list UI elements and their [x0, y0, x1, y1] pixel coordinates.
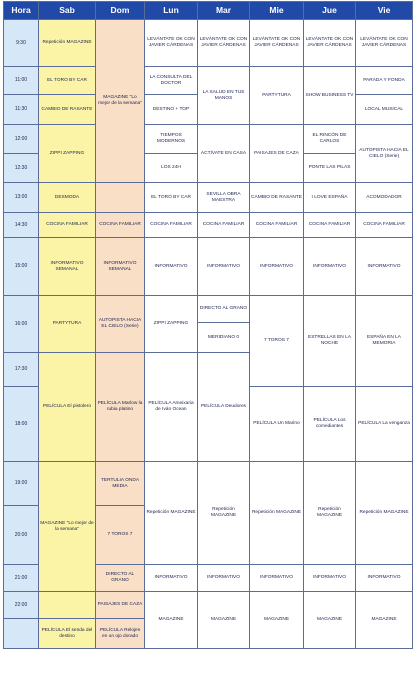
program-cell: LOCAL MUSICAL [356, 95, 413, 125]
program-cell: PELÍCULA El senda del destino [39, 619, 96, 649]
table-row [4, 592, 413, 619]
program-cell: DIRECTO AL GRANO [198, 296, 250, 323]
program-cell: PARTYTURA [39, 296, 96, 353]
program-cell: INFORMATIVO [198, 565, 250, 592]
program-cell: MAGAZINE [250, 592, 304, 649]
hour-cell: 22:00 [4, 592, 39, 619]
program-cell: PELÍCULA Relojes en un ojo dorado [96, 619, 145, 649]
header-mar: Mar [198, 2, 250, 20]
program-cell: Repetición MAGAZINE [145, 462, 198, 565]
program-cell: INFORMATIVO [304, 565, 356, 592]
program-cell: COCINA FAMILIAR [304, 213, 356, 238]
schedule-table [3, 1, 413, 649]
program-cell: CAMBIO DE RASANTE [250, 183, 304, 213]
table-row [4, 67, 413, 95]
program-cell: PONTE LAS PILAS [304, 154, 356, 183]
hour-cell: 14:30 [4, 213, 39, 238]
program-cell: PAISAJES DE CAZA [96, 592, 145, 619]
program-cell: PELÍCULA Ameixaria de Iván Ocean [145, 353, 198, 462]
program-cell: Repetición MAGAZINE [356, 462, 413, 565]
program-cell: CAMBIO DE RASANTE [39, 95, 96, 125]
program-cell: TERTULIA ONDA MEDIA [96, 462, 145, 506]
header-jue: Jue [304, 2, 356, 20]
header-row [4, 2, 413, 20]
hour-cell: 15:00 [4, 238, 39, 296]
program-cell: DESTINO + TOP [145, 95, 198, 125]
program-cell: ACOMODADOR [356, 183, 413, 213]
program-cell: Repetición MAGAZINE [198, 462, 250, 565]
program-cell: PARTYTURA [250, 67, 304, 125]
program-cell [96, 183, 145, 213]
program-cell: LEVÁNTATE OK CON JAVIER CÁRDENAS [198, 20, 250, 67]
program-cell: SHOW BUSINESS TV [304, 67, 356, 125]
hour-cell: 17:30 [4, 353, 39, 387]
program-cell: Repetición MAGAZINE [304, 462, 356, 565]
program-cell: TIEMPOS MODERNOS [145, 125, 198, 154]
program-cell: AUTOPISTA HACIA EL CIELO (Serie) [96, 296, 145, 353]
header-sab: Sab [39, 2, 96, 20]
program-cell: LA CONSULTA DEL DOCTOR [145, 67, 198, 95]
program-cell: MAGAZINE "Lo mejor de la semana" [96, 20, 145, 183]
hour-cell: 11:00 [4, 67, 39, 95]
program-cell: INFORMATIVO [250, 565, 304, 592]
program-cell: LEVÁNTATE OK CON JAVIER CÁRDENAS [145, 20, 198, 67]
program-cell: COCINA FAMILIAR [96, 213, 145, 238]
table-row [4, 213, 413, 238]
program-cell: LA SALUD EN TUS MANOS [198, 67, 250, 125]
program-cell: MAGAZINE "Lo mejor de la semana" [39, 462, 96, 592]
header-vie: Vie [356, 2, 413, 20]
hour-cell: 19:00 [4, 462, 39, 506]
header-lun: Lun [145, 2, 198, 20]
program-cell: COCINA FAMILIAR [39, 213, 96, 238]
program-cell: INFORMATIVO [145, 565, 198, 592]
hour-cell: 11:30 [4, 95, 39, 125]
hour-cell [4, 619, 39, 649]
program-cell: PELÍCULA El pistolero [39, 353, 96, 462]
program-cell: Repetición MAGAZINE [39, 20, 96, 67]
hour-cell: 16:00 [4, 296, 39, 353]
program-cell: INFORMATIVO [250, 238, 304, 296]
program-cell: Repetición MAGAZINE [250, 462, 304, 565]
program-cell: MAGAZINE [304, 592, 356, 649]
program-cell: ESPAÑA EN LA MEMORIA [356, 296, 413, 387]
program-cell: PELÍCULA Un Marino [250, 387, 304, 462]
program-cell: I LOVE ESPAÑA [304, 183, 356, 213]
hour-cell: 12:30 [4, 154, 39, 183]
program-cell: PELÍCULA Los comediantes [304, 387, 356, 462]
program-cell: INFORMATIVO SEMANAL [39, 238, 96, 296]
program-cell: COCINA FAMILIAR [145, 213, 198, 238]
program-cell: PELÍCULA Marlow la rubia platino [96, 353, 145, 462]
program-cell: COCINA FAMILIAR [198, 213, 250, 238]
program-cell: MAGAZINE [145, 592, 198, 649]
program-cell: MAGAZINE [198, 592, 250, 649]
program-cell: PELÍCULA Deudores [198, 353, 250, 462]
table-row [4, 462, 413, 506]
program-cell: PAISAJES DE CAZA [250, 125, 304, 183]
program-cell: LEVÁNTATE OK CON JAVIER CÁRDENAS [250, 20, 304, 67]
header-dom: Dom [96, 2, 145, 20]
program-cell: 7 TOROS 7 [250, 296, 304, 387]
program-cell: LEVÁNTATE OK CON JAVIER CÁRDENAS [304, 20, 356, 67]
program-cell: LOS 24H [145, 154, 198, 183]
program-cell: ZIPPI ZAPPING [145, 296, 198, 353]
hour-cell: 12:00 [4, 125, 39, 154]
program-cell: ZIPPI ZAPPING [39, 125, 96, 183]
program-cell: SEVILLA OBRA MAESTRA [198, 183, 250, 213]
program-cell: INFORMATIVO SEMANAL [96, 238, 145, 296]
program-cell [39, 592, 96, 619]
header-hora: Hora [4, 2, 39, 20]
table-row [4, 296, 413, 323]
program-cell: PELÍCULA La venganza [356, 387, 413, 462]
hour-cell: 9:30 [4, 20, 39, 67]
hour-cell: 13:00 [4, 183, 39, 213]
table-row [4, 238, 413, 296]
program-cell: DESMODA [39, 183, 96, 213]
program-cell: EL TORO BY CAR [39, 67, 96, 95]
program-cell: LEVÁNTATE OK CON JAVIER CÁRDENAS [356, 20, 413, 67]
program-cell: AUTOPISTA HACIA EL CIELO (Serie) [356, 125, 413, 183]
program-cell: EL TORO BY CAR [145, 183, 198, 213]
program-cell: ACTÍVATE EN CASA [198, 125, 250, 183]
hour-cell: 21:00 [4, 565, 39, 592]
hour-cell: 18:00 [4, 387, 39, 462]
table-row [4, 125, 413, 154]
program-cell: INFORMATIVO [356, 238, 413, 296]
program-cell: MAGAZINE [356, 592, 413, 649]
program-cell: INFORMATIVO [145, 238, 198, 296]
program-cell: COCINA FAMILIAR [250, 213, 304, 238]
program-cell: PARADA Y FONDA [356, 67, 413, 95]
program-cell: INFORMATIVO [304, 238, 356, 296]
program-cell: INFORMATIVO [356, 565, 413, 592]
program-cell: INFORMATIVO [198, 238, 250, 296]
program-cell: ESTRELLAS EN LA NOCHE [304, 296, 356, 387]
table-row [4, 183, 413, 213]
program-cell: EL RINCÓN DE CARLOS [304, 125, 356, 154]
schedule-grid [3, 1, 413, 649]
hour-cell: 20:00 [4, 506, 39, 565]
program-cell: DIRECTO AL GRANO [96, 565, 145, 592]
program-cell: 7 TOROS 7 [96, 506, 145, 565]
program-cell: COCINA FAMILIAR [356, 213, 413, 238]
program-cell: MERIDIANO 0 [198, 323, 250, 353]
table-row [4, 20, 413, 67]
header-mie: Mie [250, 2, 304, 20]
